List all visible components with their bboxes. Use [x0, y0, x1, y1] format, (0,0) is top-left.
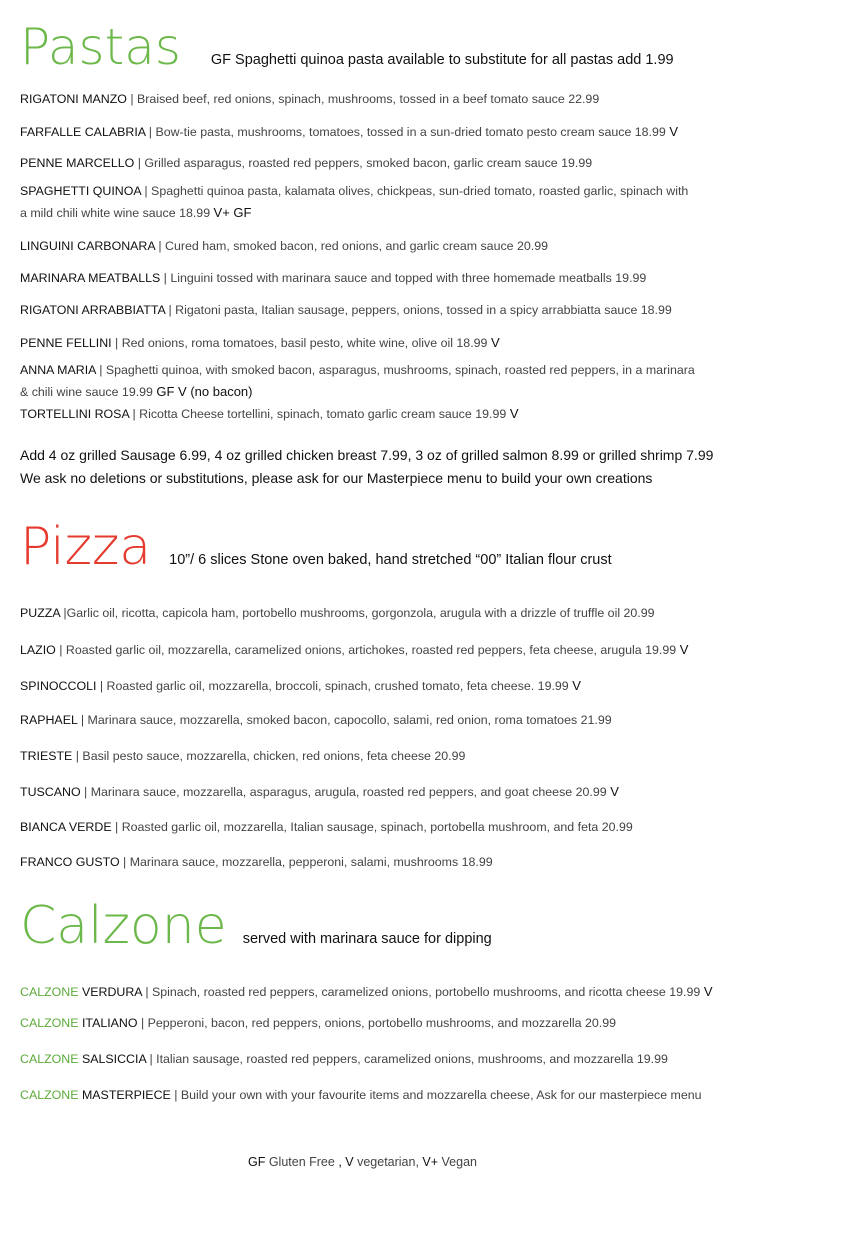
pizza-subtitle: 10”/ 6 slices Stone oven baked, hand stretched “00” Italian flour crust — [169, 552, 612, 568]
diet-tag: V — [700, 984, 713, 999]
pizza-header — [20, 517, 612, 577]
pastas-subtitle: GF Spaghetti quinoa pasta available to substitute for all pastas add 1.99 — [210, 52, 674, 68]
item-desc: | Ricotta Cheese tortellini, spinach, tomato garlic cream sauce 19.99 — [129, 407, 507, 421]
menu-item — [20, 639, 688, 661]
item-prefix: CALZONE — [20, 1052, 79, 1066]
item-desc-cont: & chili wine sauce 19.99 — [20, 385, 157, 399]
item-name: FRANCO GUSTO — [20, 855, 120, 869]
menu-item — [20, 1049, 668, 1070]
legend-v-text: vegetarian, — [353, 1155, 419, 1169]
menu-item — [20, 981, 713, 1003]
pastas-title: Pastas — [20, 18, 181, 76]
item-desc: | Spinach, roasted red peppers, caramelized onions, portobello mushrooms, and ricotta cheese 19.99 — [141, 985, 701, 999]
menu-item — [20, 181, 688, 224]
diet-tag: V — [568, 678, 581, 693]
diet-tag: V — [665, 124, 679, 139]
calzone-header — [20, 896, 492, 956]
menu-item — [20, 781, 619, 803]
legend-vplus-text: Vegan — [438, 1155, 477, 1169]
item-name: LINGUINI CARBONARA — [20, 239, 155, 253]
diet-tag: V+ GF — [213, 205, 252, 220]
addons-note: Add 4 oz grilled Sausage 6.99, 4 oz grilled chicken breast 7.99, 3 oz of grilled salmon 8.99 or grilled shrimp 7.99 — [20, 447, 714, 463]
item-desc: | Braised beef, red onions, spinach, mushrooms, tossed in a beef tomato sauce 22.99 — [126, 92, 600, 106]
item-name: SPAGHETTI QUINOA — [20, 184, 141, 198]
diet-tag: V — [606, 784, 619, 799]
item-name: TORTELLINI ROSA — [20, 407, 130, 421]
item-desc: | Basil pesto sauce, mozzarella, chicken, red onions, feta cheese 20.99 — [72, 749, 466, 763]
item-name: MASTERPIECE — [78, 1088, 171, 1102]
item-desc: | Pepperoni, bacon, red peppers, onions, portobello mushrooms, and mozzarella 20.99 — [137, 1016, 616, 1030]
menu-item — [20, 746, 465, 767]
item-desc: | Red onions, roma tomatoes, basil pesto, white wine, olive oil 18.99 — [111, 336, 488, 350]
item-desc: | Bow-tie pasta, mushrooms, tomatoes, tossed in a sun-dried tomato pesto cream sauce 18.99 — [145, 125, 666, 139]
item-desc: | Roasted garlic oil, mozzarella, Italian sausage, spinach, portobella mushroom, and feta 20.99 — [111, 820, 633, 834]
menu-item — [20, 89, 599, 110]
item-name: MARINARA MEATBALLS — [20, 271, 161, 285]
diet-tag: V — [487, 335, 500, 350]
item-name: BIANCA VERDE — [20, 820, 112, 834]
legend-comma: , — [338, 1155, 342, 1169]
item-name: PENNE MARCELLO — [20, 156, 135, 170]
item-desc: | Marinara sauce, mozzarella, pepperoni, salami, mushrooms 18.99 — [119, 855, 493, 869]
menu-item — [20, 300, 672, 321]
item-name: ITALIANO — [78, 1016, 138, 1030]
menu-item — [20, 268, 646, 289]
item-desc: | Italian sausage, roasted red peppers, caramelized onions, mushrooms, and mozzarella 19.99 — [146, 1052, 668, 1066]
item-name: SALSICCIA — [78, 1052, 147, 1066]
calzone-subtitle: served with marinara sauce for dipping — [242, 931, 492, 947]
menu-item — [20, 852, 493, 873]
menu-item — [20, 360, 695, 403]
item-desc: | Cured ham, smoked bacon, red onions, and garlic cream sauce 20.99 — [154, 239, 549, 253]
item-desc: | Rigatoni pasta, Italian sausage, peppers, onions, tossed in a spicy arrabbiatta sauce 18.99 — [165, 303, 672, 317]
item-name: ANNA MARIA — [20, 363, 96, 377]
item-prefix: CALZONE — [20, 1088, 79, 1102]
calzone-title: Calzone — [20, 896, 227, 956]
item-name: RIGATONI MANZO — [20, 92, 127, 106]
item-desc: | Spaghetti quinoa, with smoked bacon, asparagus, mushrooms, spinach, roasted red peppers, in a marinara — [95, 363, 695, 377]
pastas-header — [20, 18, 674, 76]
item-name: VERDURA — [78, 985, 142, 999]
item-name: FARFALLE CALABRIA — [20, 125, 146, 139]
menu-item — [20, 121, 678, 143]
menu-item — [20, 403, 519, 425]
item-name: RIGATONI ARRABBIATTA — [20, 303, 166, 317]
item-name: RAPHAEL — [20, 713, 78, 727]
pizza-title: Pizza — [20, 517, 152, 577]
item-name: TUSCANO — [20, 785, 81, 799]
diet-tag: V — [676, 642, 689, 657]
legend-gf-text: Gluten Free — [265, 1155, 339, 1169]
legend-gf: GF — [248, 1155, 266, 1169]
legend-vplus: V+ — [418, 1155, 439, 1169]
item-desc: | Linguini tossed with marinara sauce and topped with three homemade meatballs 19.99 — [160, 271, 647, 285]
menu-item — [20, 1013, 616, 1034]
item-name: LAZIO — [20, 643, 56, 657]
menu-item — [20, 817, 633, 838]
diet-legend — [248, 1155, 477, 1169]
item-desc: | Build your own with your favourite items and mozzarella cheese, Ask for our masterpiece menu — [170, 1088, 702, 1102]
item-desc: | Grilled asparagus, roasted red peppers, smoked bacon, garlic cream sauce 19.99 — [134, 156, 593, 170]
diet-tag: V — [506, 406, 519, 421]
menu-item — [20, 603, 655, 624]
menu-item — [20, 153, 592, 174]
item-name: PUZZA — [20, 606, 60, 620]
item-name: PENNE FELLINI — [20, 336, 112, 350]
item-name: SPINOCCOLI — [20, 679, 97, 693]
menu-item — [20, 710, 612, 731]
diet-tag: GF V (no bacon) — [156, 384, 253, 399]
item-desc: | Marinara sauce, mozzarella, smoked bacon, capocollo, salami, red onion, roma tomatoes 21.99 — [77, 713, 612, 727]
item-desc: | Roasted garlic oil, mozzarella, caramelized onions, artichokes, roasted red peppers, feta cheese, arugula 19.99 — [55, 643, 677, 657]
menu-item — [20, 675, 581, 697]
policy-note: We ask no deletions or substitutions, please ask for our Masterpiece menu to build your own creations — [20, 470, 653, 486]
item-desc: |Garlic oil, ricotta, capicola ham, portobello mushrooms, gorgonzola, arugula with a drizzle of truffle oil 20.99 — [59, 606, 655, 620]
item-desc: | Marinara sauce, mozzarella, asparagus, arugula, roasted red peppers, and goat cheese 20.99 — [80, 785, 607, 799]
item-name: TRIESTE — [20, 749, 73, 763]
menu-item — [20, 236, 548, 257]
item-prefix: CALZONE — [20, 1016, 79, 1030]
item-desc: | Spaghetti quinoa pasta, kalamata olives, chickpeas, sun-dried tomato, roasted garlic, spinach with — [140, 184, 689, 198]
menu-item — [20, 1085, 702, 1106]
menu-item — [20, 332, 500, 354]
item-prefix: CALZONE — [20, 985, 79, 999]
item-desc: | Roasted garlic oil, mozzarella, broccoli, spinach, crushed tomato, feta cheese. 19.99 — [96, 679, 569, 693]
legend-v: V — [341, 1155, 354, 1169]
item-desc-cont: a mild chili white wine sauce 18.99 — [20, 206, 214, 220]
